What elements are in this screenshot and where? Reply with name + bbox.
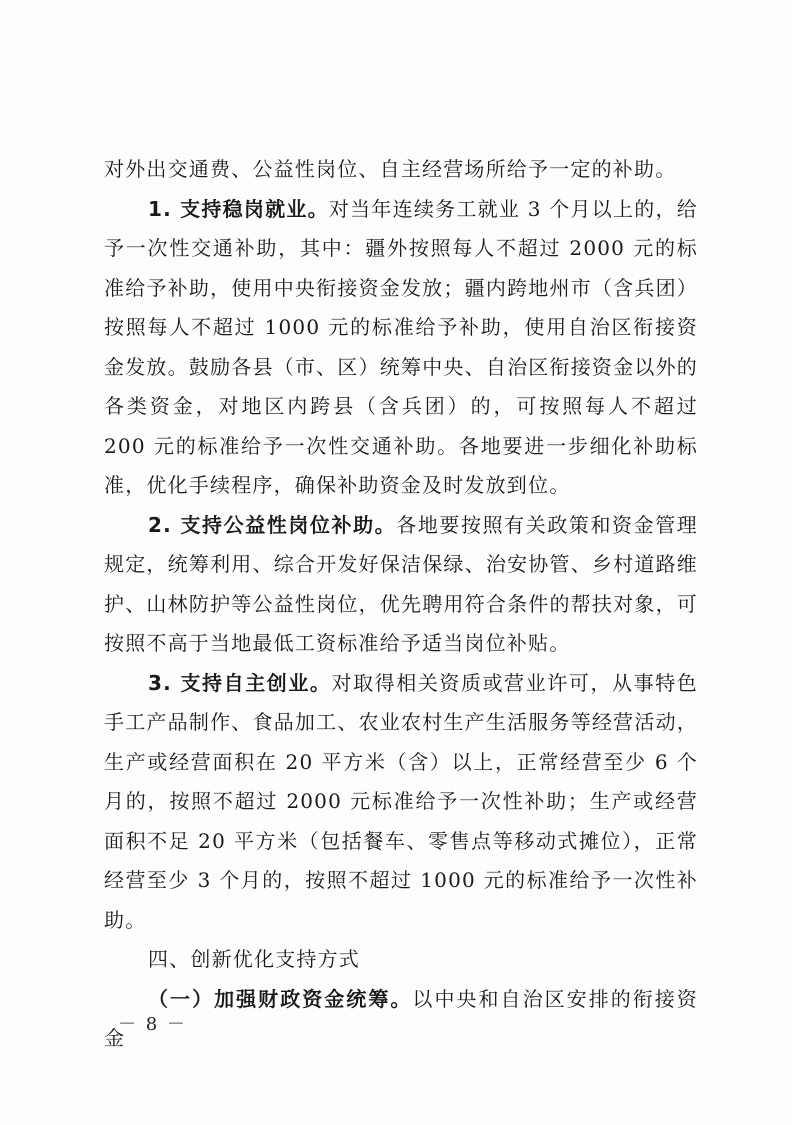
paragraph-lead: 3. 支持自主创业。 [148,670,332,695]
paragraph-text: 对外出交通费、公益性岗位、自主经营场所给予一定的补助。 [104,157,677,181]
paragraph-continuation [104,150,698,190]
paragraph-stable-employment [104,190,698,506]
paragraph-text: 对取得相关资质或营业许可，从事特色手工产品制作、食品加工、农业农村生产生活服务等经营活动，生产或经营面积在 20 平方米（含）以上，正常经营至少 6 个月的，按照不超过 2000 元标准给予一次性补助；生产或经营面积不足 20 平方米（包括餐车、零售点等移动式摊位），正常经营至少 3 个月的，按照不超过 1000 元的标准给予一次性补助。 [104,670,698,932]
paragraph-text: 各地要按照有关政策和资金管理规定，统筹利用、综合开发好保洁保绿、治安协管、乡村道路维护、山林防护等公益性岗位，优先聘用符合条件的帮扶对象，可按照不高于当地最低工资标准给予适当岗位补贴。 [104,512,698,655]
paragraph-lead: 2. 支持公益性岗位补助。 [148,512,397,537]
section-heading: 四、创新优化支持方式 [148,947,360,971]
subsection-lead: （一）加强财政资金统筹。 [148,986,413,1011]
page-number: － 8 － [118,1014,187,1035]
paragraph-entrepreneurship [104,664,698,941]
paragraph-lead: 1. 支持稳岗就业。 [148,196,329,221]
subsection-text: 以中央和自治区安排的衔接资金 [104,986,698,1050]
document-body [104,150,698,1059]
paragraph-text: 对当年连续务工就业 3 个月以上的，给予一次性交通补助，其中：疆外按照每人不超过 2000 元的标准给予补助，使用中央衔接资金发放；疆内跨地州市（含兵团）按照每人不超过 1000 元的标准给予补助，使用自治区衔接资金发放。鼓励各县（市、区）统筹中央、自治区衔接资金以外的各类资金，对地区内跨县（含兵团）的，可按照每人不超过 200 元的标准给予一次性交通补助。各地要进一步细化补助标准，优化手续程序，确保补助资金及时发放到位。 [104,196,698,497]
paragraph-public-welfare-jobs [104,506,698,664]
